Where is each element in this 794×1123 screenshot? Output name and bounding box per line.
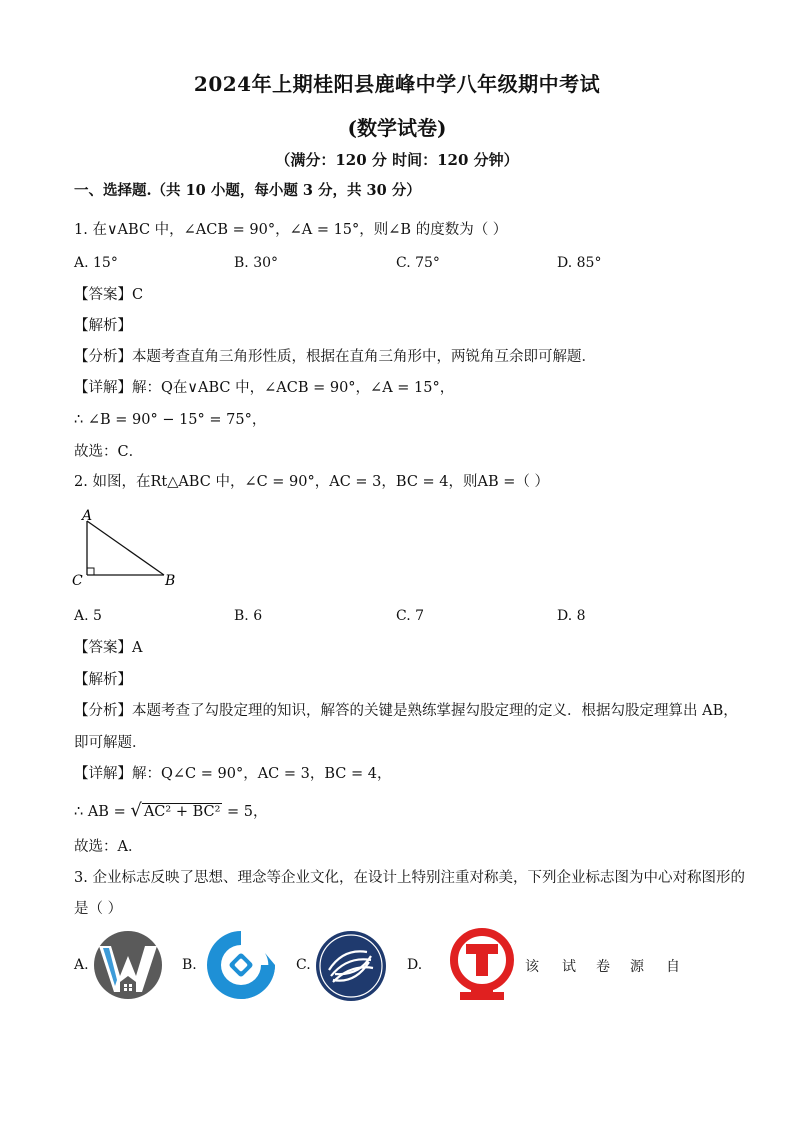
logo-mobile-icon xyxy=(315,930,387,1002)
q2-step xyxy=(74,801,268,822)
source-char-1: 该 xyxy=(525,959,539,975)
q3-stem-line1: 3. 企业标志反映了思想、理念等企业文化，在设计上特别注重对称美，下列企业标志图为中心对称图形的 xyxy=(74,870,745,886)
q1-option-b: B. 30° xyxy=(234,255,279,271)
vertex-label-c: C xyxy=(72,573,83,589)
q3-stem-line2: 是（ ） xyxy=(74,901,123,917)
q1-option-d: D. 85° xyxy=(557,255,602,271)
exam-subtitle: (数学试卷) xyxy=(347,116,447,140)
source-char-3: 卷 xyxy=(596,959,610,975)
q3-option-d: D. xyxy=(407,957,423,973)
q1-stem: 1. 在∨ABC 中，∠ACB = 90°，∠A = 15°，则∠B 的度数为（ ） xyxy=(74,222,508,238)
vertex-label-b: B xyxy=(165,573,176,589)
q1-analysis-label: 【解析】 xyxy=(74,318,132,334)
q2-stem: 2. 如图，在Rt△ABC 中，∠C = 90°，AC = 3，BC = 4，则AB =（ ） xyxy=(74,474,550,490)
q1-fenxi: 【分析】本题考查直角三角形性质，根据在直角三角形中，两锐角互余即可解题． xyxy=(74,349,596,365)
q1-choose: 故选：C． xyxy=(74,444,144,460)
q2-fenxi-line1: 【分析】本题考查了勾股定理的知识，解答的关键是熟练掌握勾股定理的定义．根据勾股定理算出 AB， xyxy=(74,703,738,719)
triangle-figure xyxy=(68,505,188,590)
q3-option-b: B. xyxy=(182,957,197,973)
q2-xiangjie: 【详解】解：Q∠C = 90°，AC = 3，BC = 4， xyxy=(74,766,392,782)
q2-choose: 故选：A． xyxy=(74,839,143,855)
q1-xiangjie: 【详解】解：Q在∨ABC 中，∠ACB = 90°，∠A = 15°， xyxy=(74,380,455,396)
sqrt-sign: √ xyxy=(130,800,142,821)
q3-option-c: C. xyxy=(296,957,311,973)
exam-title: 2024年上期桂阳县鹿峰中学八年级期中考试 xyxy=(193,72,601,96)
q3-option-a: A. xyxy=(74,957,89,973)
q2-analysis-label: 【解析】 xyxy=(74,672,132,688)
q2-fenxi-line2: 即可解题． xyxy=(74,735,147,751)
section-heading: 一、选择题.（共 10 小题，每小题 3 分，共 30 分） xyxy=(74,182,421,199)
logo-swirl-icon xyxy=(203,927,279,1003)
logo-railway-icon xyxy=(447,928,517,1004)
source-char-5: 自 xyxy=(666,959,680,975)
q2-step-prefix: ∴ AB = xyxy=(74,804,131,820)
q2-option-a: A. 5 xyxy=(74,608,102,624)
vertex-label-a: A xyxy=(82,508,93,524)
source-char-2: 试 xyxy=(562,959,576,975)
q2-option-d: D. 8 xyxy=(557,608,586,624)
q2-step-radicand: AC² + BC² xyxy=(143,804,221,820)
right-angle-mark xyxy=(87,568,94,575)
source-char-4: 源 xyxy=(630,959,644,975)
exam-meta: （满分：120 分 时间：120 分钟） xyxy=(275,151,519,169)
q2-step-suffix: = 5， xyxy=(222,804,268,820)
q1-option-c: C. 75° xyxy=(396,255,440,271)
q1-option-a: A. 15° xyxy=(74,255,118,271)
q1-answer: 【答案】C xyxy=(74,287,144,303)
q2-answer: 【答案】A xyxy=(74,640,143,656)
q2-option-c: C. 7 xyxy=(396,608,425,624)
logo-w-icon xyxy=(93,930,163,1000)
side-ab xyxy=(87,521,164,575)
q1-step: ∴ ∠B = 90° − 15° = 75°， xyxy=(74,412,267,428)
q2-option-b: B. 6 xyxy=(234,608,263,624)
